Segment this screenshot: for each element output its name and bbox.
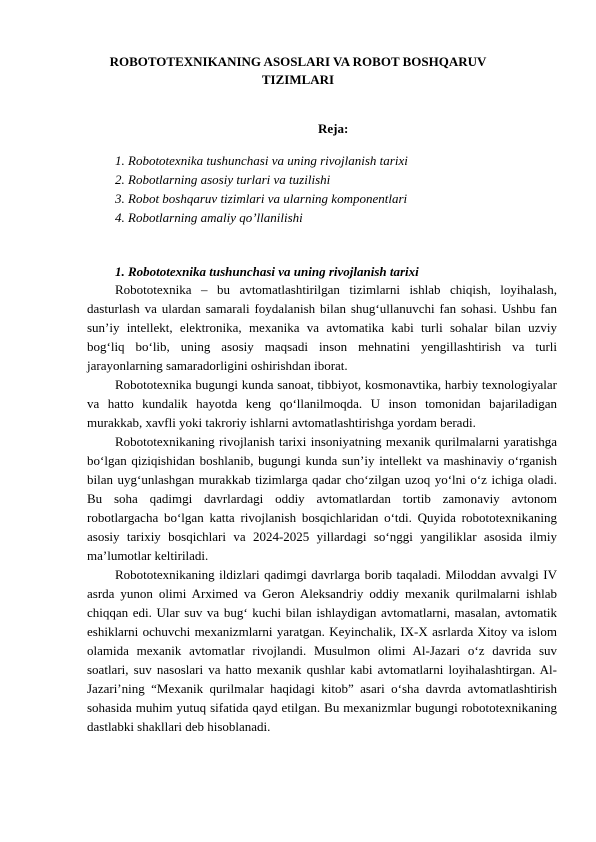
body-text <box>87 280 557 736</box>
section-heading: 1. Robototexnika tushunchasi va uning rivojlanish tarixi <box>115 264 419 279</box>
plan-item: 3. Robot boshqaruv tizimlari va ularning komponentlari <box>115 191 408 206</box>
paragraph: Robototexnika – bu avtomatlashtirilgan tizimlarni ishlab chiqish, loyihalash, dasturlash va ulardan samarali foydalanish bilan shug‘ullanuvchi fan sohasi. Ushbu fan sun’iy intellekt, elektronika, mexanika va avtomatika kabi turli sohalar bilan uzviy bog‘liq bo‘lib, uning asosiy maqsadi inson mehnatini yengillashtirish va turli jarayonlarning samaradorligini oshirishdan iborat. <box>87 282 557 373</box>
document-title: ROBOTOTEXNIKANING ASOSLARI VA ROBOT BOSHQARUV TIZIMLARI <box>109 54 487 87</box>
paragraph: Robototexnika bugungi kunda sanoat, tibbiyot, kosmonavtika, harbiy texnologiyalar va hatto kundalik hayotda keng qo‘llanilmoqda. U inson tomonidan bajariladigan murakkab, xavfli yoki takroriy ishlarni avtomatlashtirishga yordam beradi. <box>87 377 557 430</box>
paragraph: Robototexnikaning ildizlari qadimgi davrlarga borib taqaladi. Miloddan avvalgi IV asrda yunon olimi Arximed va Geron Aleksandriy oddiy mexanik qurilmalarni ishlab chiqqan edi. Ular suv va bug‘ kuchi bilan ishlaydigan avtomatlarni, masalan, avtomatik eshiklarni ochuvchi mexanizmlarni yaratgan. Keyinchalik, IX-X asrlarda Xitoy va islom olamida mexanik avtomatlar rivojlandi. Musulmon olimi Al-Jazari o‘z davrida suv soatlari, suv nasoslari va hatto mexanik qushlar kabi avtomatlarni loyihalashtirgan. Al-Jazari’ning “Mexanik qurilmalar haqidagi kitob” asari o‘sha davrda avtomatlashtirish sohasida muhim yutuq sifatida qayd etilgan. Bu mexanizmlar bugungi robototexnikaning dastlabki shakllari deb hisoblanadi. <box>87 567 557 734</box>
plan-heading: Reja: <box>318 121 349 136</box>
plan-list <box>115 151 408 227</box>
plan-item: 2. Robotlarning asosiy turlari va tuzilishi <box>115 172 331 187</box>
plan-item: 1. Robototexnika tushunchasi va uning rivojlanish tarixi <box>115 153 408 168</box>
plan-item: 4. Robotlarning amaliy qo’llanilishi <box>115 210 303 225</box>
paragraph: Robototexnikaning rivojlanish tarixi insoniyatning mexanik qurilmalarni yaratishga bo‘lgan qiziqishidan boshlanib, bugungi kunda sun’iy intellekt va mashinaviy o‘rganish bilan uyg‘unlashgan murakkab tizimlarga qadar cho‘zilgan uzoq yo‘lni o‘z ichiga oladi. Bu soha qadimgi davrlardagi oddiy avtomatlardan tortib zamonaviy avtonom robotlargacha bo‘lgan katta rivojlanish bosqichlaridan o‘tdi. Quyida robototexnikaning asosiy tarixiy bosqichlari va 2024-2025 yillardagi so‘nggi yangiliklar asosida ilmiy ma’lumotlar keltiriladi. <box>87 434 557 563</box>
